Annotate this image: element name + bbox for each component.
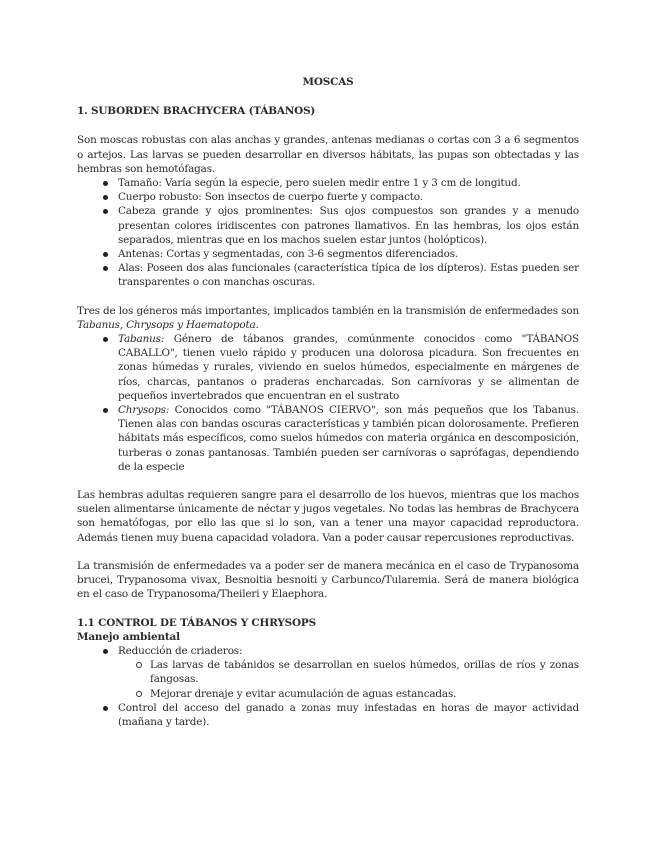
list-item (77, 332, 579, 403)
genera-intro: Tres de los géneros más importantes, implicados también en la transmisión de enfermedades son (77, 304, 579, 317)
traits-list (77, 176, 579, 290)
intro-paragraph: Son moscas robustas con alas anchas y grandes, antenas medianas o cortas con 3 a 6 segmentos o artejos. Las larvas se pueden desarrollar en diversos hábitats, las pupas son obtectadas y las hembras son hemotófagas. (77, 134, 579, 175)
list-item (77, 644, 579, 701)
list-item-label: Reducción de criaderos: (118, 644, 243, 657)
list-item: Control del acceso del ganado a zonas muy infestadas en horas de mayor actividad (mañana y tarde). (77, 701, 579, 729)
sub-list-item: Las larvas de tabánidos se desarrollan en suelos húmedos, orillas de ríos y zonas fangosas. (77, 658, 579, 686)
list-item: Antenas: Cortas y segmentadas, con 3-6 segmentos diferenciados. (77, 247, 579, 261)
genus-text: Conocidos como "TÁBANOS CIERVO", son más pequeños que los Tabanus. Tienen alas con bandas oscuras características y también pican dolorosamente. Prefieren hábitats más específicos, como suelos húmedos con materia orgánica en descomposición, turberas o zonas pantanosas. También pueden ser carnívoras o saprófagas, dependiendo de la especie (118, 404, 579, 473)
section-heading: 1. SUBORDEN BRACHYCERA (TÁBANOS) (77, 105, 316, 118)
document-title: MOSCAS (302, 76, 354, 88)
subsection-heading: 1.1 CONTROL DE TÁBANOS Y CHRYSOPS (77, 616, 316, 629)
genera-paragraph (77, 304, 579, 332)
genera-names: Tabanus, Chrysops y Haematopota. (77, 318, 259, 331)
subsection-subheading: Manejo ambiental (77, 630, 180, 643)
sub-list (118, 658, 579, 701)
control-list (77, 644, 579, 729)
list-item: Alas: Poseen dos alas funcionales (característica típica de los dípteros). Estas pueden ser transparentes o con manchas oscuras. (77, 261, 579, 289)
list-item: Tamaño: Varía según la especie, pero suelen medir entre 1 y 3 cm de longitud. (77, 176, 579, 190)
list-item: Cuerpo robusto: Son insectos de cuerpo fuerte y compacto. (77, 190, 579, 204)
females-paragraph: Las hembras adultas requieren sangre para el desarrollo de los huevos, mientras que los machos suelen alimentarse únicamente de néctar y jugos vegetales. No todas las hembras de Brachycera son hematófogas, por ello las que si lo son, van a tener una mayor capacidad reproductora. Además tienen muy buena capacidad voladora. Van a poder causar repercusiones reproductivas. (77, 489, 579, 544)
genus-name: Chrysops: (118, 404, 170, 417)
list-item (77, 403, 579, 474)
genus-name: Tabanus: (118, 333, 165, 346)
genus-text: Género de tábanos grandes, comúnmente conocidos como "TÁBANOS CABALLO", tienen vuelo rápido y producen una dolorosa picadura. Son frecuentes en zonas húmedas y rurales, viviendo en suelos húmedos, especialmente en márgenes de ríos, charcas, pantanos o praderas encharcadas. Son carnívoras y se alimentan de pequeños invertebrados que encuentran en el sustrato (118, 333, 579, 402)
list-item: Cabeza grande y ojos prominentes: Sus ojos compuestos son grandes y a menudo presentan colores iridiscentes con patrones llamativos. En las hembras, los ojos están separados, mientras que en los machos suelen estar juntos (holópticos). (77, 204, 579, 247)
genera-list (77, 332, 579, 474)
transmission-paragraph: La transmisión de enfermedades va a poder ser de manera mecánica en el caso de Trypanosoma brucei, Trypanosoma vivax, Besnoitia besnoiti y Carbunco/Tularemia. Será de manera biológica en el caso de Trypanosoma/Theileri y Elaephora. (77, 559, 579, 601)
sub-list-item: Mejorar drenaje y evitar acumulación de aguas estancadas. (77, 687, 579, 701)
